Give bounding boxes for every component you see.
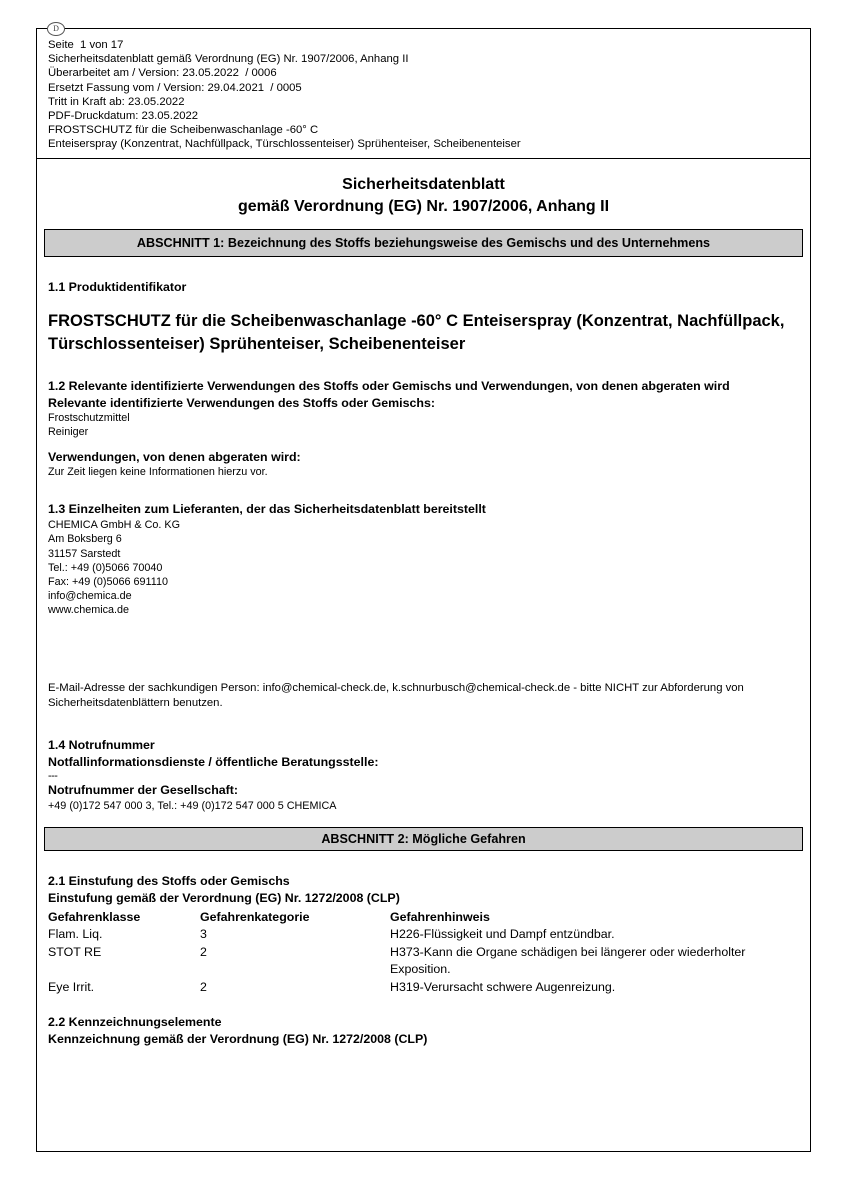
emergency-services-value: --- xyxy=(48,770,58,783)
use-item-antifreeze: Frostschutzmittel xyxy=(48,412,130,425)
use-item-cleaner: Reiniger xyxy=(48,426,89,439)
cell-hazard-statement: H226-Flüssigkeit und Dampf entzündbar. xyxy=(390,927,615,942)
heading-1-1: 1.1 Produktidentifikator xyxy=(48,279,187,294)
supplier-street: Am Boksberg 6 xyxy=(48,533,122,546)
header-line-page-number: Seite 1 von 17 xyxy=(48,39,124,51)
heading-2-2-clp-labelling: Kennzeichnung gemäß der Verordnung (EG) Nr. 1272/2008 (CLP) xyxy=(48,1032,428,1047)
column-header-hazard-class: Gefahrenklasse xyxy=(48,910,141,925)
cell-hazard-category: 3 xyxy=(200,927,207,942)
hazard-classification-table xyxy=(48,909,799,996)
document-title-line-2: gemäß Verordnung (EG) Nr. 1907/2006, Anhang II xyxy=(237,197,610,215)
expert-person-email-note: E-Mail-Adresse der sachkundigen Person: info@chemical-check.de, k.schnurbusch@chemical-check.de - bitte NICHT zur Abforderung von Sicherheitsdatenblättern benutzen. xyxy=(48,681,744,709)
table-row xyxy=(48,979,799,997)
document-body-section-2 xyxy=(37,873,810,1048)
header-line-replaces: Ersetzt Fassung vom / Version: 29.04.2021 / 0005 xyxy=(48,81,302,94)
header-line-effective: Tritt in Kraft ab: 23.05.2022 xyxy=(48,95,185,108)
document-title xyxy=(37,174,810,218)
document-title-line-1: Sicherheitsdatenblatt xyxy=(342,175,505,193)
heading-1-4-emergency-services: Notfallinformationsdienste / öffentliche Beratungsstelle: xyxy=(48,754,379,769)
heading-1-2-advised-against: Verwendungen, von denen abgeraten wird: xyxy=(48,449,301,464)
heading-2-1: 2.1 Einstufung des Stoffs oder Gemischs xyxy=(48,873,290,888)
header-line-revised: Überarbeitet am / Version: 23.05.2022 / 0006 xyxy=(48,67,277,80)
product-identifier-name: FROSTSCHUTZ für die Scheibenwaschanlage -60° C Enteiserspray (Konzentrat, Nachfüllpack, Türschlossenteiser) Sprühenteiser, Scheibenenteiser xyxy=(48,311,785,353)
cell-hazard-class: Eye Irrit. xyxy=(48,979,95,994)
heading-1-2: 1.2 Relevante identifizierte Verwendungen des Stoffs oder Gemischs und Verwendungen, von denen abgeraten wird xyxy=(48,378,730,393)
cell-hazard-category: 2 xyxy=(200,979,207,994)
advised-against-value: Zur Zeit liegen keine Informationen hierzu vor. xyxy=(48,466,268,479)
header-line-product-1: FROSTSCHUTZ für die Scheibenwaschanlage -60° C xyxy=(48,124,319,137)
document-body xyxy=(37,279,810,813)
supplier-email: info@chemica.de xyxy=(48,590,132,603)
section-2-header-bar: ABSCHNITT 2: Mögliche Gefahren xyxy=(44,827,803,851)
supplier-company: CHEMICA GmbH & Co. KG xyxy=(48,519,180,532)
company-emergency-number: +49 (0)172 547 000 3, Tel.: +49 (0)172 547 000 5 CHEMICA xyxy=(48,799,337,812)
hazard-table-header-row xyxy=(48,909,799,926)
page-header xyxy=(37,29,810,159)
document-page xyxy=(36,24,811,1152)
cell-hazard-statement: H373-Kann die Organe schädigen bei längerer oder wiederholter Exposition. xyxy=(390,944,746,977)
supplier-fax: Fax: +49 (0)5066 691110 xyxy=(48,576,168,589)
header-line-print-date: PDF-Druckdatum: 23.05.2022 xyxy=(48,110,199,123)
header-line-product-2: Enteiserspray (Konzentrat, Nachfüllpack, Türschlossenteiser) Sprühenteiser, Scheibenenteiser xyxy=(48,138,521,151)
heading-1-4-company-emergency: Notrufnummer der Gesellschaft: xyxy=(48,783,239,798)
header-line-regulation: Sicherheitsdatenblatt gemäß Verordnung (EG) Nr. 1907/2006, Anhang II xyxy=(48,53,409,66)
heading-1-4: 1.4 Notrufnummer xyxy=(48,737,155,752)
cell-hazard-statement: H319-Verursacht schwere Augenreizung. xyxy=(390,979,616,994)
cell-hazard-class: STOT RE xyxy=(48,944,102,959)
hazard-table-body xyxy=(48,926,799,996)
heading-1-2-relevant-uses: Relevante identifizierte Verwendungen des Stoffs oder Gemischs: xyxy=(48,395,435,410)
table-row xyxy=(48,944,799,979)
supplier-website: www.chemica.de xyxy=(48,604,130,617)
supplier-telephone: Tel.: +49 (0)5066 70040 xyxy=(48,561,163,574)
section-1-header-bar: ABSCHNITT 1: Bezeichnung des Stoffs beziehungsweise des Gemischs und des Unternehmens xyxy=(44,229,803,257)
heading-2-1-clp-classification: Einstufung gemäß der Verordnung (EG) Nr. 1272/2008 (CLP) xyxy=(48,890,400,905)
hazard-table-head xyxy=(48,909,799,926)
cell-hazard-category: 2 xyxy=(200,944,207,959)
supplier-city: 31157 Sarstedt xyxy=(48,547,121,560)
heading-1-3: 1.3 Einzelheiten zum Lieferanten, der das Sicherheitsdatenblatt bereitstellt xyxy=(48,502,486,517)
cell-hazard-class: Flam. Liq. xyxy=(48,927,103,942)
page-corner-badge: D xyxy=(47,22,65,36)
column-header-hazard-category: Gefahrenkategorie xyxy=(200,910,310,925)
heading-2-2: 2.2 Kennzeichnungselemente xyxy=(48,1015,222,1030)
column-header-hazard-statement: Gefahrenhinweis xyxy=(390,910,490,925)
table-row xyxy=(48,926,799,944)
